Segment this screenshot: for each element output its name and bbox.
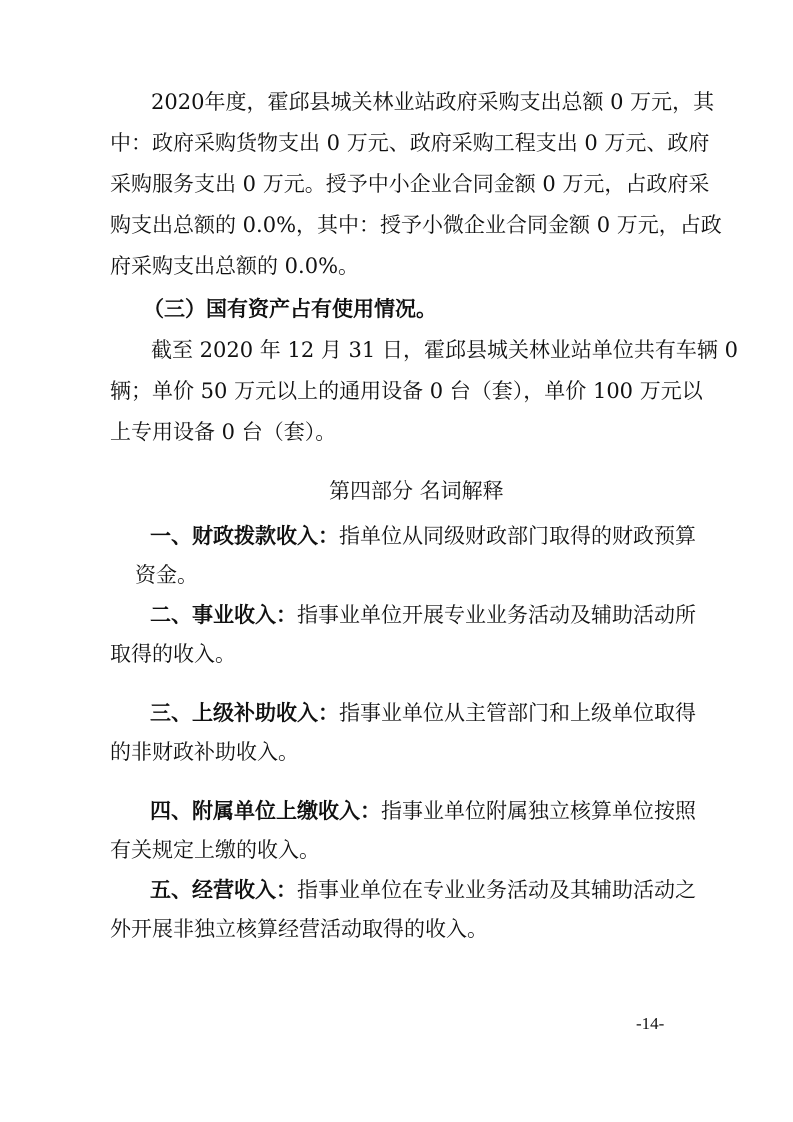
term-3-definition: 指事业单位从主管部门和上级单位取得 bbox=[339, 701, 696, 725]
term-4-line-2: 有关规定上缴的收入。 bbox=[110, 838, 320, 862]
procurement-line-4: 购支出总额的 0.0%，其中：授予小微企业合同金额 0 万元，占政 bbox=[110, 213, 722, 237]
term-1-label: 一、财政拨款收入： bbox=[150, 524, 339, 548]
section-title: 第四部分 名词解释 bbox=[329, 479, 504, 503]
term-1-definition: 指单位从同级财政部门取得的财政预算 bbox=[339, 524, 696, 548]
term-5-line-1 bbox=[150, 878, 696, 902]
term-1-line-1 bbox=[150, 524, 696, 548]
term-2-label: 二、事业收入： bbox=[150, 603, 297, 627]
procurement-line-5: 府采购支出总额的 0.0%。 bbox=[110, 254, 360, 278]
assets-line-3: 上专用设备 0 台（套）。 bbox=[110, 420, 337, 444]
term-5-line-2: 外开展非独立核算经营活动取得的收入。 bbox=[110, 917, 488, 941]
term-5-definition: 指事业单位在专业业务活动及其辅助活动之 bbox=[297, 878, 696, 902]
term-3-line-1 bbox=[150, 701, 696, 725]
assets-line-1: 截至 2020 年 12 月 31 日，霍邱县城关林业站单位共有车辆 0 bbox=[151, 338, 738, 362]
term-4-line-1 bbox=[150, 799, 696, 823]
assets-heading: （三）国有资产占有使用情况。 bbox=[143, 297, 437, 321]
term-2-definition: 指事业单位开展专业业务活动及辅助活动所 bbox=[297, 603, 696, 627]
term-1-line-2: 资金。 bbox=[135, 563, 198, 587]
term-2-line-1 bbox=[150, 603, 696, 627]
page-number: -14- bbox=[636, 1014, 665, 1033]
term-3-label: 三、上级补助收入： bbox=[150, 701, 339, 725]
term-4-label: 四、附属单位上缴收入： bbox=[150, 799, 381, 823]
term-5-label: 五、经营收入： bbox=[150, 878, 297, 902]
assets-line-2: 辆；单价 50 万元以上的通用设备 0 台（套），单价 100 万元以 bbox=[110, 379, 703, 403]
procurement-line-2: 中：政府采购货物支出 0 万元、政府采购工程支出 0 万元、政府 bbox=[110, 131, 710, 155]
term-2-line-2: 取得的收入。 bbox=[110, 642, 236, 666]
procurement-line-3: 采购服务支出 0 万元。授予中小企业合同金额 0 万元，占政府采 bbox=[110, 172, 710, 196]
term-4-definition: 指事业单位附属独立核算单位按照 bbox=[381, 799, 696, 823]
term-3-line-2: 的非财政补助收入。 bbox=[110, 740, 299, 764]
procurement-line-1: 2020年度，霍邱县城关林业站政府采购支出总额 0 万元，其 bbox=[151, 90, 715, 114]
